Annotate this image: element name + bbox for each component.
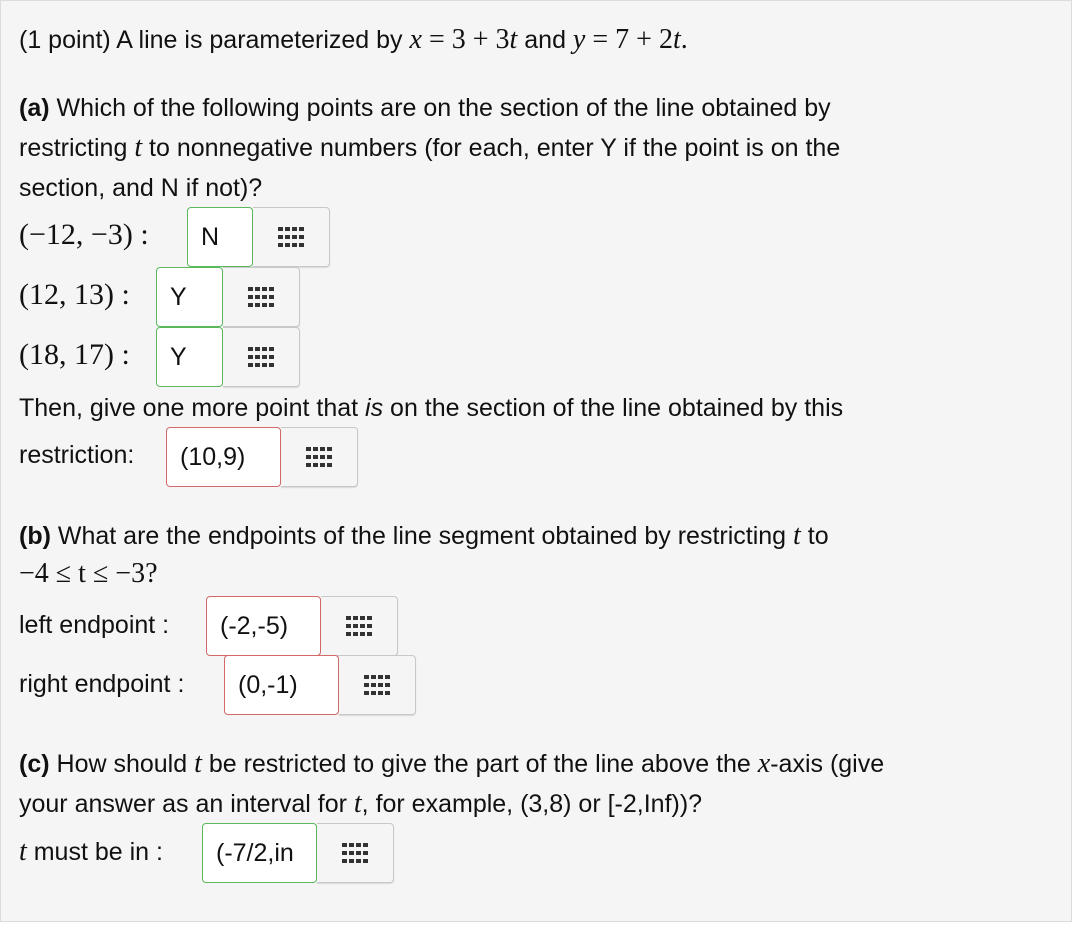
var-t: t (134, 132, 143, 163)
answer-value: (-2,-5) (220, 612, 289, 640)
answer-field[interactable] (187, 207, 253, 267)
grid-palette-icon (306, 447, 332, 467)
left-endpoint-field[interactable] (206, 596, 321, 656)
palette-button[interactable] (281, 427, 358, 487)
palette-button[interactable] (317, 823, 394, 883)
point-coords: (−12, −3) : (19, 218, 149, 251)
grid-palette-icon (364, 675, 390, 695)
part-c-label: (c) (19, 750, 50, 778)
var-t: t (672, 24, 681, 55)
part-a-line1 (19, 88, 831, 128)
var-t: t (19, 836, 27, 867)
right-endpoint-label (19, 664, 184, 704)
part-a-line2 (19, 128, 840, 168)
interval-answer-field[interactable] (202, 823, 317, 883)
answer-value: (10,9) (180, 443, 246, 471)
grid-palette-icon (346, 616, 372, 636)
must-be-label (19, 832, 163, 872)
part-c-text: , for example, (3,8) or [-2,Inf))? (361, 790, 703, 818)
left-endpoint-text: left endpoint : (19, 611, 170, 639)
point-coords: (18, 17) : (19, 338, 130, 371)
palette-button[interactable] (253, 207, 330, 267)
part-c-text: be restricted to give the part of the line above the (201, 750, 758, 778)
part-b-label: (b) (19, 522, 51, 550)
grid-palette-icon (342, 843, 368, 863)
right-endpoint-field[interactable] (224, 655, 339, 715)
var-t: t (509, 24, 518, 55)
intro-text: A line is parameterized by (110, 26, 410, 54)
answer-value: (-7/2,in (216, 839, 294, 867)
part-c-text: your answer as an interval for (19, 790, 354, 818)
part-a-text: Which of the following points are on the section of the line obtained by (49, 94, 831, 122)
part-b-line1 (19, 516, 829, 556)
part-c-text: How should (49, 750, 195, 778)
problem-intro (19, 20, 688, 60)
answer-value: Y (170, 283, 187, 311)
answer-value: N (201, 223, 220, 251)
must-be-text: must be in : (26, 838, 163, 866)
var-x: x (409, 24, 422, 55)
right-endpoint-text: right endpoint : (19, 670, 185, 698)
part-a-text: to nonnegative numbers (for each, enter Y if the point is on the (142, 134, 841, 162)
eq1-rhs: = 3 + 3 (421, 24, 510, 55)
part-b-text: to (800, 522, 829, 550)
range-expression: −4 ≤ t ≤ −3? (19, 558, 158, 589)
part-a-text: section, and N if not)? (19, 174, 263, 202)
part-c-line2 (19, 784, 702, 824)
period: . (680, 24, 688, 55)
part-a-text: restricting (19, 134, 135, 162)
var-x: x (757, 748, 771, 779)
eq2-rhs: = 7 + 2 (585, 24, 673, 55)
var-t: t (793, 520, 801, 551)
point-label (19, 275, 130, 316)
part-a-line3 (19, 168, 262, 208)
palette-button[interactable] (223, 267, 300, 327)
var-t: t (353, 788, 362, 819)
part-a-label: (a) (19, 94, 50, 122)
point-label (19, 335, 130, 376)
palette-button[interactable] (321, 596, 398, 656)
palette-button[interactable] (223, 327, 300, 387)
restriction-text: restriction: (19, 441, 135, 469)
part-b-text: What are the endpoints of the line segment obtained by restricting (50, 522, 794, 550)
restriction-answer-field[interactable] (166, 427, 281, 487)
answer-value: Y (170, 343, 187, 371)
part-a-text: on the section of the line obtained by this (383, 394, 844, 422)
var-y: y (572, 24, 586, 55)
point-label (19, 215, 149, 256)
part-a-text: Then, give one more point that (19, 394, 366, 422)
part-c-text: -axis (give (770, 750, 885, 778)
answer-field[interactable] (156, 267, 223, 327)
points-label: (1 point) (19, 26, 111, 54)
emphasis-is: is (365, 394, 384, 422)
part-c-line1 (19, 744, 884, 784)
answer-value: (0,-1) (238, 671, 298, 699)
point-coords: (12, 13) : (19, 278, 130, 311)
part-a-then (19, 388, 843, 428)
palette-button[interactable] (339, 655, 416, 715)
grid-palette-icon (248, 347, 274, 367)
and-text: and (517, 26, 573, 54)
left-endpoint-label (19, 605, 169, 645)
grid-palette-icon (248, 287, 274, 307)
var-t: t (194, 748, 202, 779)
answer-field[interactable] (156, 327, 223, 387)
restriction-label (19, 435, 134, 475)
grid-palette-icon (278, 227, 304, 247)
part-b-range (19, 554, 158, 594)
